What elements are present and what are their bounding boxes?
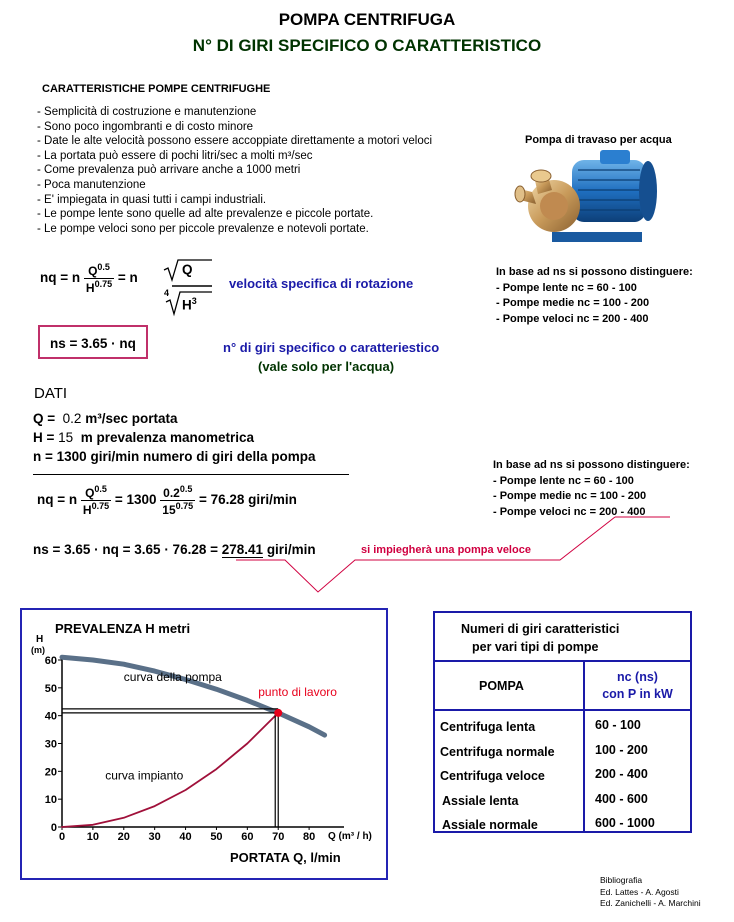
- list-item: - Come prevalenza può arrivare anche a 1000 metri: [37, 164, 301, 177]
- table-cell: Centrifuga veloce: [440, 769, 545, 783]
- list-item: - Pompe medie nc = 100 - 200: [496, 297, 650, 309]
- formula-eq: = n: [117, 270, 138, 286]
- data-row-q: Q = 0.2 m³/sec portata: [33, 411, 178, 426]
- table-divider: [435, 660, 690, 662]
- ns-label: n° di giri specifico o caratteriestico: [223, 340, 440, 355]
- list-item: - Pompe medie nc = 100 - 200: [493, 490, 647, 502]
- table-cell: Assiale normale: [442, 818, 538, 832]
- pump-image-caption: Pompa di travaso per acqua: [525, 134, 672, 146]
- y-tick-label: 20: [44, 766, 57, 779]
- characteristic-speed-table: [433, 611, 692, 833]
- table-cell: 600 - 1000: [595, 816, 655, 830]
- nq-calculation: nq = n $\frac{Q^{0.5}}{H^{0.75}}$ = 1300 $\frac{0.2^{0.5}}{15^{0.75}}$ = 76.28 giri/min: [37, 484, 297, 517]
- x-axis-unit: Q (m³ / h): [328, 831, 372, 842]
- y-tick-label: 60: [44, 655, 57, 667]
- x-tick-label: 50: [210, 831, 223, 843]
- table-header-pump: POMPA: [479, 679, 524, 693]
- table-cell: Centrifuga lenta: [440, 720, 536, 734]
- y-tick-label: 30: [44, 738, 57, 751]
- table-divider: [435, 709, 690, 711]
- bibliography-heading: Bibliografia: [600, 875, 643, 885]
- x-tick-label: 70: [272, 831, 285, 843]
- pump-curve-chart: [20, 608, 388, 880]
- conclusion-note: si impiegherà una pompa veloce: [361, 544, 531, 556]
- data-row-h: H = 15 m prevalenza manometrica: [33, 430, 255, 445]
- root-q: Q: [182, 262, 193, 277]
- formula-denominator: H: [85, 281, 95, 295]
- y-tick-label: 40: [44, 710, 57, 723]
- table-title: Numeri di giri caratteristici per vari tipi di pompe: [461, 622, 620, 654]
- table-cell: 100 - 200: [595, 742, 648, 757]
- table-types: [440, 715, 555, 838]
- x-tick-label: 60: [241, 831, 254, 843]
- data-row-n: n = 1300 giri/min numero di giri della pompa: [33, 449, 316, 464]
- table-cell: Centrifuga normale: [440, 744, 555, 759]
- list-item: - Date le alte velocità possono essere accoppiate direttamente a motori veloci: [37, 135, 433, 148]
- table-cell: Assiale lenta: [442, 793, 519, 808]
- x-axis-label: PORTATA Q, l/min: [230, 850, 341, 865]
- bibliography-item: Ed. Zanichelli - A. Marchini: [600, 898, 701, 908]
- list-item: - Le pompe veloci sono per piccole prevalenze e notevoli portate.: [37, 222, 369, 235]
- ns-calculation: ns = 3.65 · nq = 3.65 · 76.28 = 278.41 giri/min: [33, 542, 316, 557]
- x-tick-label: 10: [86, 831, 100, 843]
- data-heading: DATI: [34, 385, 68, 402]
- list-item: - Sono poco ingombranti e di costo minore: [37, 120, 254, 133]
- operating-point: [274, 709, 282, 717]
- table-ranges: [595, 713, 655, 836]
- operating-point-label: punto di lavoro: [258, 684, 337, 699]
- formula-label: velocità specifica di rotazione: [229, 276, 414, 291]
- page-subtitle: N° DI GIRI SPECIFICO O CARATTERISTICO: [192, 36, 542, 55]
- x-tick-label: 30: [148, 831, 161, 843]
- formula-denominator-exp: 0.75: [94, 279, 113, 289]
- series-label: curva della pompa: [123, 669, 222, 684]
- list-item: - Semplicità di costruzione e manutenzione: [37, 106, 257, 118]
- list-item: - Poca manutenzione: [37, 178, 146, 191]
- series-label: curva impianto: [105, 768, 184, 783]
- classification-heading: In base ad ns si possono distinguere:: [493, 459, 690, 471]
- table-cell: 60 - 100: [595, 718, 641, 732]
- list-item: - Pompe veloci nc = 200 - 400: [493, 505, 646, 518]
- table-cell: 200 - 400: [595, 767, 648, 781]
- characteristics-heading: CARATTERISTICHE POMPE CENTRIFUGHE: [42, 83, 271, 95]
- list-item: - La portata può essere di pochi litri/sec a molti m³/sec: [37, 149, 313, 162]
- x-tick-label: 0: [58, 831, 66, 843]
- list-item: - Pompe lente nc = 60 - 100: [493, 474, 634, 487]
- page-title: POMPA CENTRIFUGA: [278, 10, 456, 29]
- formula-lhs: nq = n: [40, 270, 81, 286]
- root-index: 4: [164, 288, 170, 298]
- bibliography: [600, 875, 701, 910]
- ns-formula: ns = 3.65 · nq: [50, 336, 136, 351]
- chart-title: PREVALENZA H metri: [55, 621, 191, 636]
- ns-result: 278.41: [221, 542, 264, 557]
- bibliography-item: Ed. Lattes - A. Agosti: [600, 886, 679, 897]
- list-item: - Pompe lente nc = 60 - 100: [496, 281, 637, 294]
- list-item: - E' impiegata in quasi tutti i campi industriali.: [37, 193, 267, 206]
- y-axis-label: H: [36, 634, 44, 645]
- list-item: - Le pompe lente sono quelle ad alte prevalenze e piccole portate.: [37, 208, 374, 221]
- y-tick-label: 50: [44, 682, 57, 695]
- y-tick-label: 0: [50, 822, 57, 834]
- formula-numerator-exp: 0.5: [97, 262, 110, 272]
- y-tick-label: 10: [44, 794, 57, 807]
- x-tick-label: 80: [302, 831, 316, 843]
- x-tick-label: 20: [117, 831, 130, 843]
- table-cell: 400 - 600: [595, 791, 648, 806]
- x-tick-label: 40: [179, 831, 192, 843]
- table-header-nc: nc (ns) con P in kW: [602, 670, 673, 701]
- y-axis-unit: (m): [31, 645, 45, 655]
- ns-note: (vale solo per l'acqua): [258, 359, 395, 374]
- list-item: - Pompe veloci nc = 200 - 400: [496, 312, 649, 325]
- classification-heading: In base ad ns si possono distinguere:: [496, 266, 693, 278]
- root-h: $H^3$: [182, 296, 197, 313]
- formula-numerator: Q: [88, 264, 98, 278]
